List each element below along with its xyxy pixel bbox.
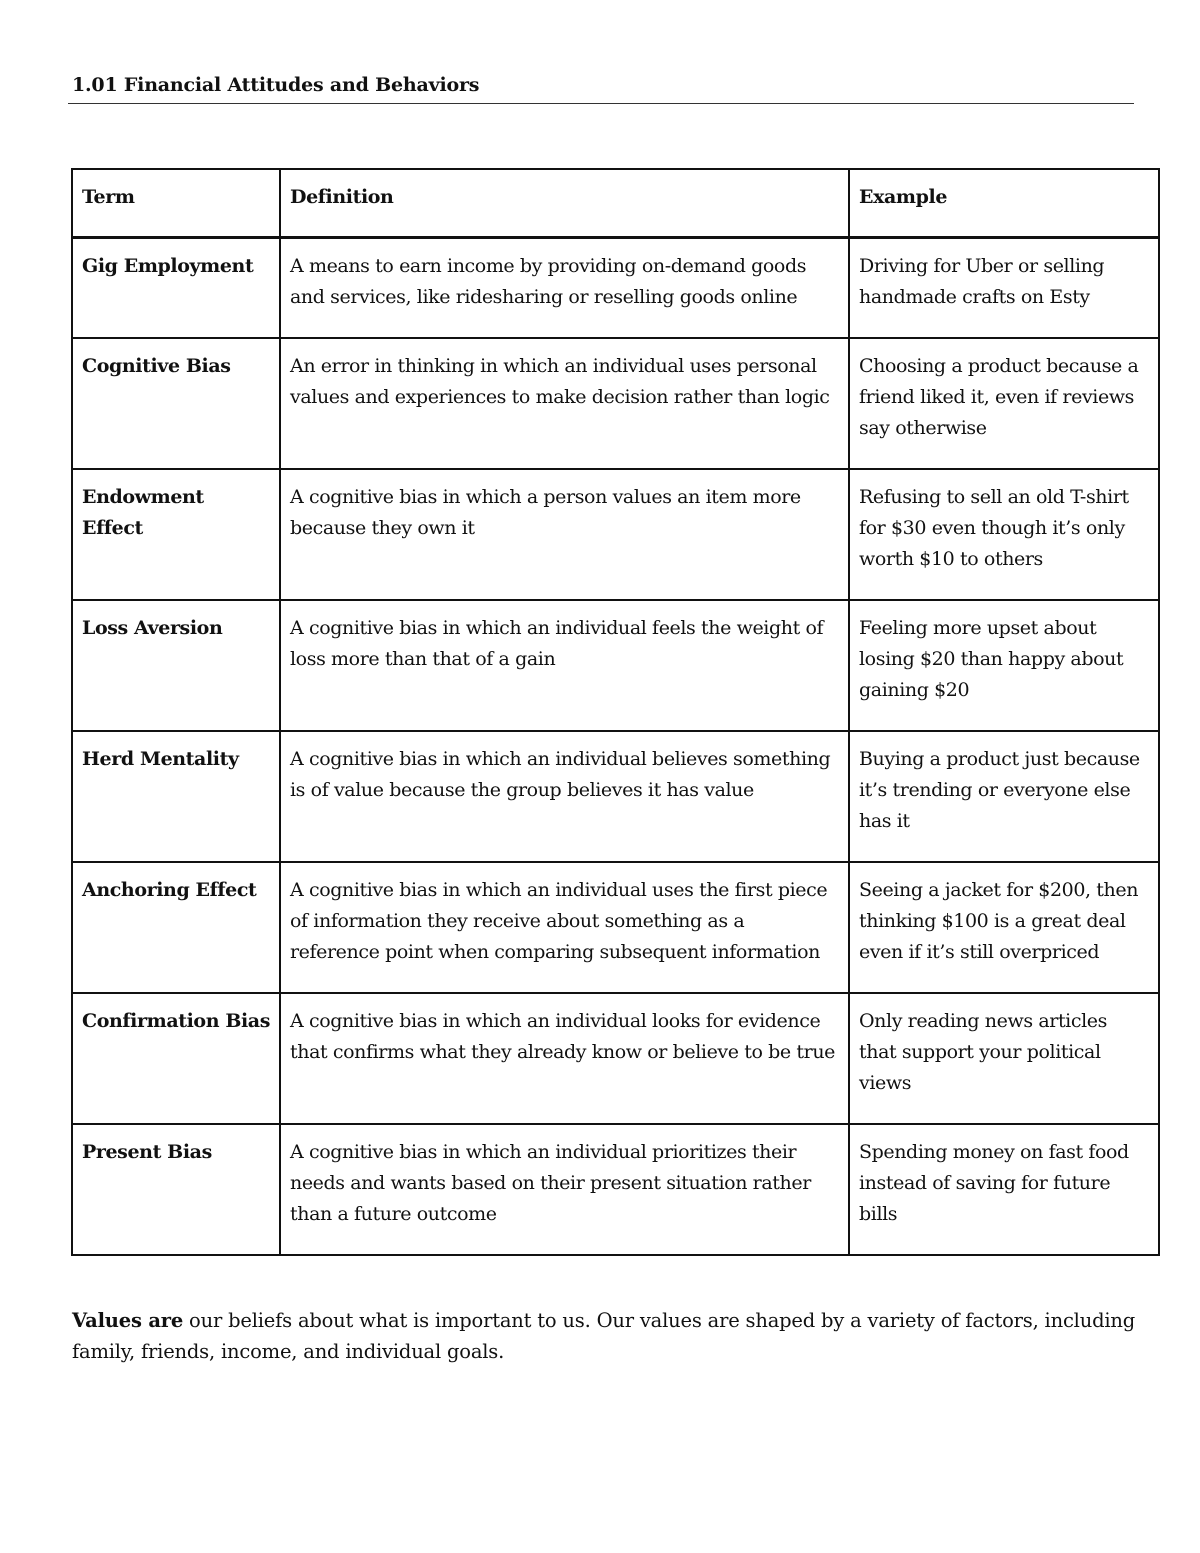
example-cell: Spending money on fast food instead of saving for future bills <box>849 1124 1159 1255</box>
definition-cell: An error in thinking in which an individual uses personal values and experiences to make decision rather than logic <box>280 338 849 469</box>
definition-cell: A cognitive bias in which an individual looks for evidence that confirms what they already know or believe to be true <box>280 993 849 1124</box>
terms-table <box>71 168 1160 1256</box>
column-header-term: Term <box>72 169 280 238</box>
table-row <box>72 731 1159 862</box>
definition-cell: A cognitive bias in which an individual uses the first piece of information they receive about something as a reference point when comparing subsequent information <box>280 862 849 993</box>
example-cell: Feeling more upset about losing $20 than happy about gaining $20 <box>849 600 1159 731</box>
example-cell: Only reading news articles that support your political views <box>849 993 1159 1124</box>
table-row <box>72 338 1159 469</box>
table-row <box>72 238 1159 338</box>
term-cell: Gig Employment <box>72 238 280 338</box>
table-row <box>72 862 1159 993</box>
table-row <box>72 469 1159 600</box>
term-cell: Confirmation Bias <box>72 993 280 1124</box>
example-cell: Refusing to sell an old T-shirt for $30 even though it’s only worth $10 to others <box>849 469 1159 600</box>
term-cell: Present Bias <box>72 1124 280 1255</box>
definition-cell: A cognitive bias in which an individual feels the weight of loss more than that of a gain <box>280 600 849 731</box>
column-header-definition: Definition <box>280 169 849 238</box>
term-cell: Cognitive Bias <box>72 338 280 469</box>
example-cell: Seeing a jacket for $200, then thinking $100 is a great deal even if it’s still overpriced <box>849 862 1159 993</box>
term-cell: Herd Mentality <box>72 731 280 862</box>
values-text: our beliefs about what is important to us. Our values are shaped by a variety of factors, including family, friends, income, and individual goals. <box>72 1309 1136 1363</box>
definition-cell: A means to earn income by providing on-demand goods and services, like ridesharing or reselling goods online <box>280 238 849 338</box>
definition-cell: A cognitive bias in which a person values an item more because they own it <box>280 469 849 600</box>
example-cell: Driving for Uber or selling handmade crafts on Esty <box>849 238 1159 338</box>
table-row <box>72 1124 1159 1255</box>
example-cell: Choosing a product because a friend liked it, even if reviews say otherwise <box>849 338 1159 469</box>
column-header-example: Example <box>849 169 1159 238</box>
definition-cell: A cognitive bias in which an individual believes something is of value because the group believes it has value <box>280 731 849 862</box>
values-paragraph <box>72 1305 1142 1367</box>
term-cell: Loss Aversion <box>72 600 280 731</box>
table-row <box>72 993 1159 1124</box>
values-lead: Values are <box>72 1309 184 1332</box>
term-cell: Anchoring Effect <box>72 862 280 993</box>
title-divider <box>68 103 1134 104</box>
table-row <box>72 600 1159 731</box>
page-title: 1.01 Financial Attitudes and Behaviors <box>72 74 480 96</box>
term-cell: Endowment Effect <box>72 469 280 600</box>
table-header-row <box>72 169 1159 238</box>
definition-cell: A cognitive bias in which an individual prioritizes their needs and wants based on their present situation rather than a future outcome <box>280 1124 849 1255</box>
example-cell: Buying a product just because it’s trending or everyone else has it <box>849 731 1159 862</box>
